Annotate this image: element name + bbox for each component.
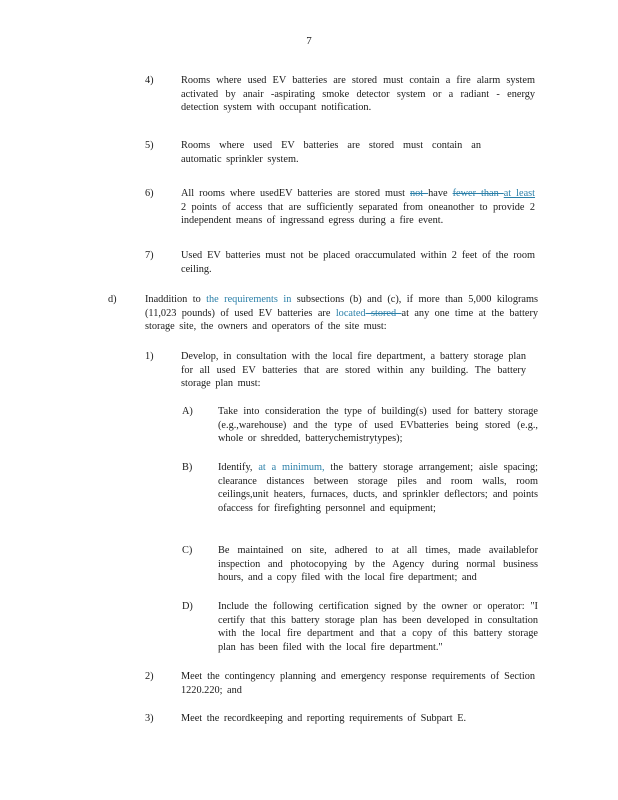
item-text [181, 187, 535, 228]
deleted-text: not [410, 188, 429, 199]
item-number: 1) [145, 351, 154, 362]
inserted-text: at least [503, 188, 536, 199]
text-run: 2 points of access that are sufficiently separated from oneanother to provide 2 independent means of ingressand egress during a fire event. [181, 201, 535, 226]
item-number: 4) [145, 75, 154, 86]
inserted-text: the requirements in [206, 294, 292, 305]
item-text: Meet the contingency planning and emergency response requirements of Section 1220.220; and [181, 671, 535, 696]
text-run: have [428, 188, 453, 199]
inserted-text: at a minimum, [258, 462, 325, 473]
item-number: 7) [145, 250, 154, 261]
item-text: Meet the recordkeeping and reporting requirements of Subpart E. [181, 713, 467, 724]
item-text: Rooms where used EV batteries are stored must contain a fire alarm system activated by anair -aspirating smoke detector system or a radiant - energy detection system with occupant notification. [181, 75, 535, 113]
item-text: Develop, in consultation with the local fire department, a battery storage plan for all used EV batteries that are stored within any building. The battery storage plan must: [181, 351, 526, 389]
deleted-text: fewer than [452, 188, 504, 199]
item-number: 3) [145, 713, 154, 724]
item-text: Include the following certification signed by the owner or operator: "I certify that this battery storage plan has been developed in consultation with the local fire department and that a copy of this battery storage plan has been filed with the local fire department." [218, 601, 538, 653]
item-text [145, 293, 538, 334]
item-number: 5) [145, 140, 154, 151]
item-text: Rooms where used EV batteries are stored must contain an automatic sprinkler system. [181, 140, 481, 165]
item-number: 2) [145, 671, 154, 682]
item-number: 6) [145, 188, 154, 199]
item-number: C) [182, 545, 193, 556]
inserted-text: located [335, 307, 366, 319]
text-run: the battery storage arrangement; aisle spacing; clearance distances between storage piles and room walls, room ceilings,unit heaters, furnaces, ducts, and sprinkler deflectors; and points ofaccess for firefighting personnel and equipment; [218, 462, 538, 514]
text-run: Identify, [218, 462, 259, 473]
item-number: D) [182, 601, 193, 612]
item-text: Be maintained on site, adhered to at all times, made availablefor inspection and photocopying by the Agency during normal business hours, and a copy filed with the local fire department; and [218, 545, 538, 583]
item-text: Take into consideration the type of building(s) used for battery storage (e.g.,warehouse) and the type of used EVbatteries being stored (e.g., whole or shredded, batterychemistrytypes); [218, 406, 538, 444]
item-number: d) [108, 294, 117, 305]
item-text [218, 461, 538, 515]
text-run: subsections (b) and (c), if more than 5,000 kilograms (11,023 pounds) of used EV batteries are [145, 294, 538, 319]
page-number: 7 [306, 35, 312, 47]
deleted-text: stored [365, 307, 402, 319]
text-run: Inaddition to [145, 294, 207, 305]
item-number: B) [182, 462, 193, 473]
item-number: A) [182, 406, 193, 417]
text-run: at any one time at the battery storage site, the owners and operators of the site must: [145, 307, 539, 332]
text-run: All rooms where usedEV batteries are stored must [181, 188, 410, 199]
item-text: Used EV batteries must not be placed oraccumulated within 2 feet of the room ceiling. [181, 250, 535, 275]
